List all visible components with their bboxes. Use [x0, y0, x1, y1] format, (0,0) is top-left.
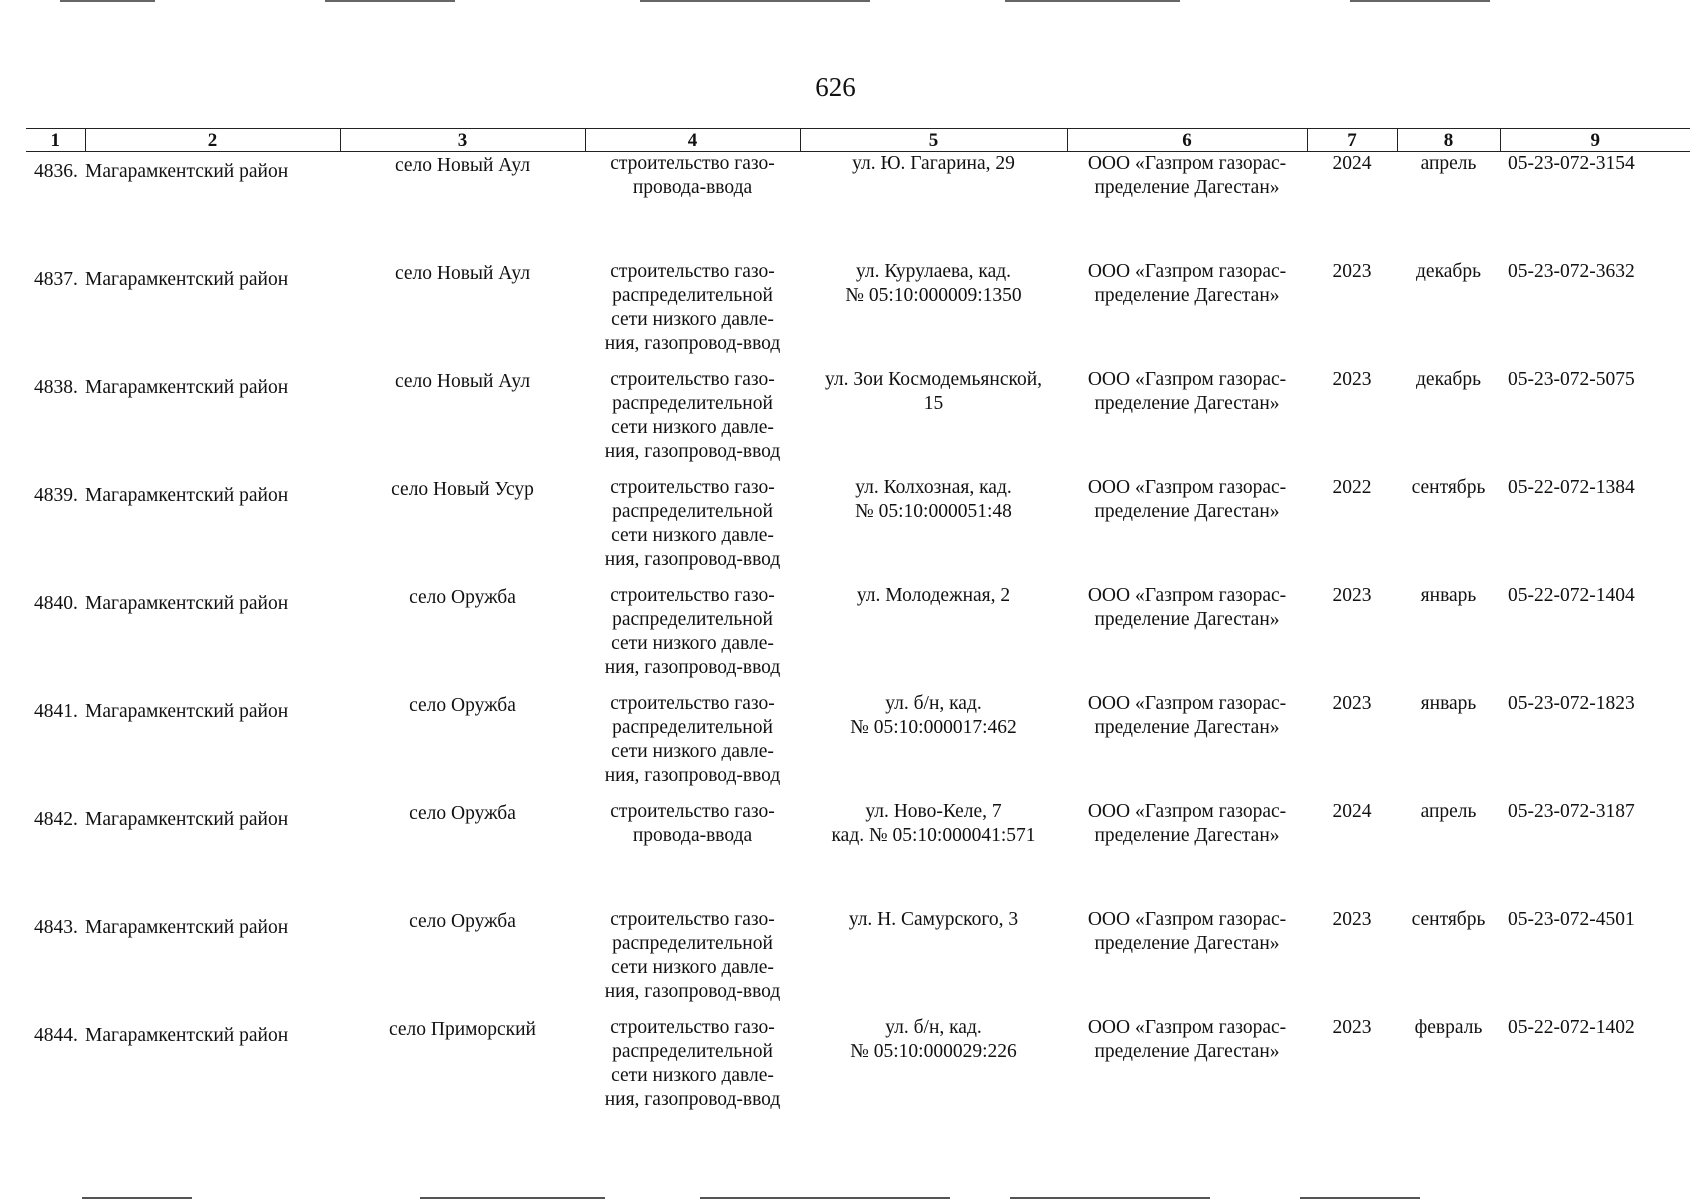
column-header: 8: [1397, 129, 1500, 152]
column-header: 7: [1307, 129, 1397, 152]
row-number: 4837.: [34, 269, 78, 290]
scan-edge-mark: [1300, 1197, 1420, 1199]
address-cell: ул. Курулаева, кад. № 05:10:000009:1350: [845, 261, 1022, 306]
month-cell: декабрь: [1416, 261, 1481, 282]
column-header: 2: [85, 129, 340, 152]
code-cell: 05-23-072-4501: [1508, 909, 1635, 930]
address-cell: ул. б/н, кад. № 05:10:000029:226: [850, 1017, 1017, 1062]
address-cell: ул. Ю. Гагарина, 29: [852, 153, 1015, 174]
year-cell: 2023: [1332, 585, 1372, 606]
month-cell: сентябрь: [1411, 477, 1486, 498]
address-cell: ул. Колхозная, кад. № 05:10:000051:48: [855, 477, 1012, 522]
settlement-cell: село Оружба: [409, 803, 516, 824]
organization-cell: ООО «Газпром газорас- пределение Дагестан»: [1087, 909, 1287, 954]
work-cell: строительство газо- распределительной сети низкого давле- ния, газопровод-ввод: [604, 1017, 781, 1110]
district-cell: Магарамкентский район: [85, 917, 289, 938]
column-header: 4: [585, 129, 800, 152]
code-cell: 05-22-072-1384: [1508, 477, 1635, 498]
table-row: [26, 152, 1690, 261]
page-number: 626: [815, 72, 856, 102]
table-row: [26, 584, 1690, 692]
row-number: 4839.: [34, 485, 78, 506]
work-cell: строительство газо- распределительной сети низкого давле- ния, газопровод-ввод: [604, 585, 781, 678]
address-cell: ул. Ново-Келе, 7 кад. № 05:10:000041:571: [831, 801, 1036, 846]
district-cell: Магарамкентский район: [85, 701, 289, 722]
year-cell: 2023: [1332, 1017, 1372, 1038]
work-cell: строительство газо- распределительной сети низкого давле- ния, газопровод-ввод: [604, 909, 781, 1002]
month-cell: апрель: [1420, 801, 1477, 822]
settlement-cell: село Новый Усур: [391, 479, 534, 500]
work-cell: строительство газо- распределительной сети низкого давле- ния, газопровод-ввод: [604, 693, 781, 786]
year-cell: 2024: [1332, 153, 1372, 174]
organization-cell: ООО «Газпром газорас- пределение Дагестан»: [1087, 153, 1287, 198]
work-cell: строительство газо- провода-ввода: [610, 153, 775, 198]
row-number: 4838.: [34, 377, 78, 398]
address-cell: ул. б/н, кад. № 05:10:000017:462: [850, 693, 1017, 738]
year-cell: 2023: [1332, 261, 1372, 282]
row-number: 4840.: [34, 593, 78, 614]
row-number: 4841.: [34, 701, 78, 722]
column-header: 9: [1500, 129, 1690, 152]
scan-edge-mark: [1350, 0, 1490, 2]
organization-cell: ООО «Газпром газорас- пределение Дагестан»: [1087, 261, 1287, 306]
column-number-row: [26, 129, 1690, 152]
month-cell: декабрь: [1416, 369, 1481, 390]
organization-cell: ООО «Газпром газорас- пределение Дагестан»: [1087, 801, 1287, 846]
work-cell: строительство газо- распределительной сети низкого давле- ния, газопровод-ввод: [604, 369, 781, 462]
row-number: 4843.: [34, 917, 78, 938]
address-cell: ул. Зои Космодемьянской, 15: [824, 369, 1043, 414]
row-number: 4836.: [34, 161, 78, 182]
organization-cell: ООО «Газпром газорас- пределение Дагестан»: [1087, 369, 1287, 414]
year-cell: 2023: [1332, 693, 1372, 714]
scan-edge-mark: [640, 0, 870, 2]
district-cell: Магарамкентский район: [85, 377, 289, 398]
settlement-cell: село Приморский: [388, 1019, 536, 1040]
table-row: [26, 476, 1690, 584]
settlement-cell: село Оружба: [409, 695, 516, 716]
scan-edge-mark: [1010, 1197, 1210, 1199]
year-cell: 2022: [1332, 477, 1372, 498]
year-cell: 2023: [1332, 909, 1372, 930]
table-row: [26, 368, 1690, 476]
address-cell: ул. Н. Самурского, 3: [848, 909, 1019, 930]
work-cell: строительство газо- распределительной сети низкого давле- ния, газопровод-ввод: [604, 477, 781, 570]
row-number: 4844.: [34, 1025, 78, 1046]
data-table: [26, 128, 1690, 1124]
code-cell: 05-23-072-3632: [1508, 261, 1635, 282]
month-cell: апрель: [1420, 153, 1477, 174]
settlement-cell: село Оружба: [409, 911, 516, 932]
organization-cell: ООО «Газпром газорас- пределение Дагестан»: [1087, 585, 1287, 630]
table-row: [26, 260, 1690, 368]
year-cell: 2024: [1332, 801, 1372, 822]
code-cell: 05-23-072-1823: [1508, 693, 1635, 714]
district-cell: Магарамкентский район: [85, 161, 289, 182]
column-header: 3: [340, 129, 585, 152]
district-cell: Магарамкентский район: [85, 1025, 289, 1046]
organization-cell: ООО «Газпром газорас- пределение Дагестан»: [1087, 693, 1287, 738]
organization-cell: ООО «Газпром газорас- пределение Дагестан»: [1087, 477, 1287, 522]
scan-edge-mark: [60, 0, 155, 2]
settlement-cell: село Новый Аул: [394, 155, 531, 176]
column-header: 5: [800, 129, 1067, 152]
scan-edge-mark: [325, 0, 455, 2]
column-header: 6: [1067, 129, 1307, 152]
code-cell: 05-23-072-3187: [1508, 801, 1635, 822]
month-cell: январь: [1420, 585, 1477, 606]
year-cell: 2023: [1332, 369, 1372, 390]
table-row: [26, 800, 1690, 908]
district-cell: Магарамкентский район: [85, 809, 289, 830]
table-row: [26, 692, 1690, 800]
scan-edge-mark: [82, 1197, 192, 1199]
code-cell: 05-22-072-1404: [1508, 585, 1635, 606]
address-cell: ул. Молодежная, 2: [856, 585, 1011, 606]
settlement-cell: село Новый Аул: [394, 263, 531, 284]
scan-edge-mark: [700, 1197, 950, 1199]
organization-cell: ООО «Газпром газорас- пределение Дагестан»: [1087, 1017, 1287, 1062]
month-cell: январь: [1420, 693, 1477, 714]
district-cell: Магарамкентский район: [85, 485, 289, 506]
scan-edge-mark: [420, 1197, 605, 1199]
scan-edge-mark: [1005, 0, 1180, 2]
settlement-cell: село Оружба: [409, 587, 516, 608]
work-cell: строительство газо- провода-ввода: [610, 801, 775, 846]
district-cell: Магарамкентский район: [85, 269, 289, 290]
district-cell: Магарамкентский район: [85, 593, 289, 614]
work-cell: строительство газо- распределительной сети низкого давле- ния, газопровод-ввод: [604, 261, 781, 354]
table-row: [26, 908, 1690, 1016]
table-row: [26, 1016, 1690, 1124]
code-cell: 05-22-072-1402: [1508, 1017, 1635, 1038]
month-cell: февраль: [1414, 1017, 1483, 1038]
month-cell: сентябрь: [1411, 909, 1486, 930]
code-cell: 05-23-072-5075: [1508, 369, 1635, 390]
code-cell: 05-23-072-3154: [1508, 153, 1635, 174]
row-number: 4842.: [34, 809, 78, 830]
settlement-cell: село Новый Аул: [394, 371, 531, 392]
column-header: 1: [26, 129, 85, 152]
